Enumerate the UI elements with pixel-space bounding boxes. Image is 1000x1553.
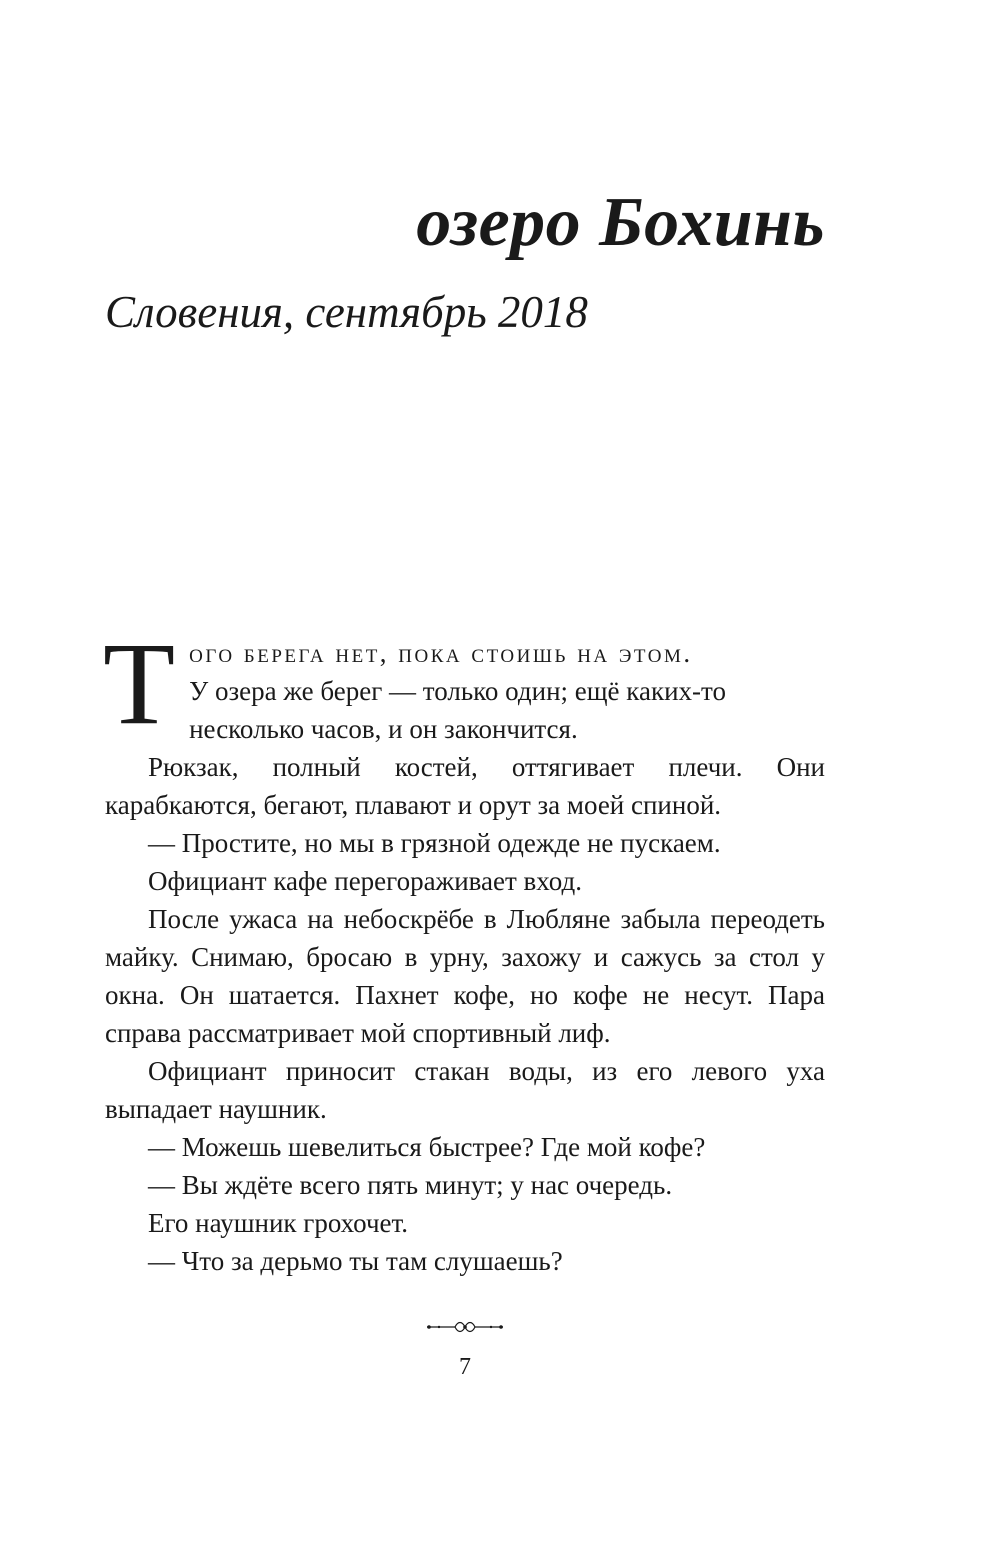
paragraph: Его наушник грохочет. [148,1208,409,1238]
paragraph: Официант кафе перегораживает вход. [148,866,582,896]
page-number: 7 [459,1354,471,1380]
paragraph: — Можешь шевелиться быстрее? Где мой кофе? [148,1132,706,1162]
paragraph: — Что за дерьмо ты там слушаешь? [148,1246,563,1276]
first-paragraph-rest: У озера же берег — только один; ещё каких-то несколько часов, и он закончится. [189,676,726,744]
first-paragraph [103,618,825,749]
paragraph: Официант приносит стакан воды, из его левого уха выпадает наушник. [105,1056,825,1124]
flourish-ornament-icon [425,1318,505,1336]
chapter-body [103,618,825,1280]
paragraph: — Вы ждёте всего пять минут; у нас очередь. [148,1170,673,1200]
paragraph: — Простите, но мы в грязной одежде не пускаем. [148,828,721,858]
paragraph: После ужаса на небоскрёбе в Любляне забыла переодеть майку. Снимаю, бросаю в урну, захожу и сажусь за стол у окна. Он шатается. Пахнет кофе, но кофе не несут. Пара справа рассматривает мой спортивный лиф. [105,904,825,1048]
paragraph: Рюкзак, полный костей, оттягивает плечи. Они карабкаются, бегают, плавают и орут за моей спиной. [105,752,825,820]
chapter-title: озеро Бохинь [416,184,825,261]
small-caps-lead: ого берега нет, пока стоишь на этом. [189,638,693,668]
drop-cap-letter: Т [103,618,176,749]
chapter-subtitle: Словения, сентябрь 2018 [105,287,588,337]
